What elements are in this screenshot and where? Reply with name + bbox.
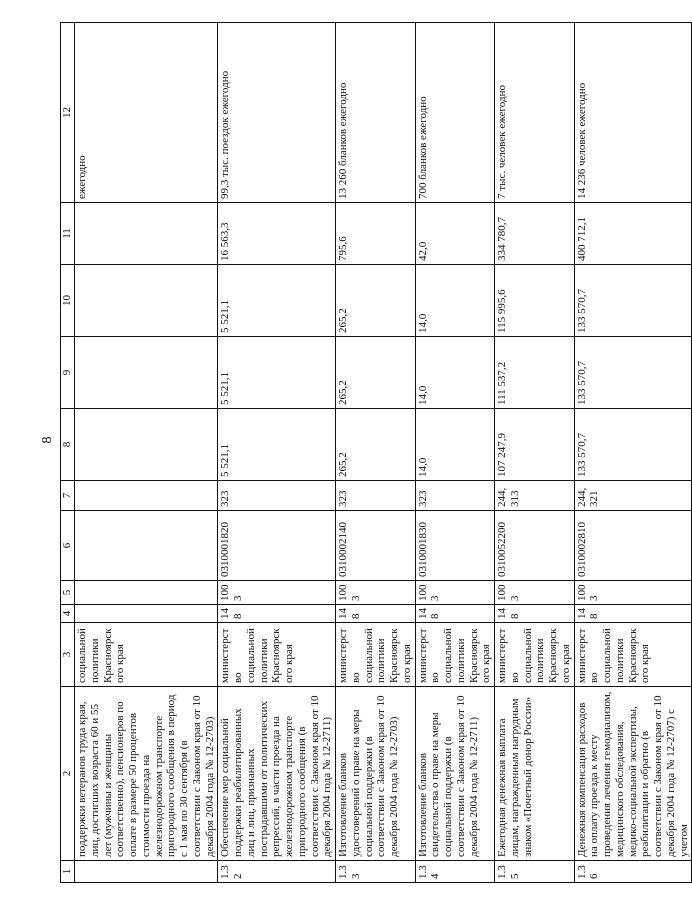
expense-code: 244, 313 [495, 481, 575, 511]
page-number: 8 [40, 436, 55, 444]
row-number: 1.32 [218, 861, 336, 883]
column-header: 8 [61, 409, 75, 481]
expected-result: 13 260 бланков ежегодно [336, 23, 416, 203]
year1-amount: 265,2 [336, 409, 416, 481]
year2-amount: 5 521,1 [218, 337, 336, 409]
expected-result: 99,3 тыс. поездок ежегодно [218, 23, 336, 203]
year2-amount: 265,2 [336, 337, 416, 409]
header-row [61, 23, 75, 883]
table-row [75, 23, 218, 883]
section-code: 1003 [218, 581, 336, 605]
measure-name: поддержки ветеранов труда края, лиц, достигших возраста 60 и 55 лет (мужчины и женщины соответственно), пенсионеров по оплате в размере 50 процентов стоимости проезда на железнодорожном транспорте пригородного сообщения в период с 1 мая по 30 сентября (в соответствии с Законом края от 10 декабря 2004 года № 12-2703) [75, 687, 218, 861]
column-header: 1 [61, 861, 75, 883]
section-code: 1003 [336, 581, 416, 605]
column-header: 5 [61, 581, 75, 605]
year3-amount: 265,2 [336, 265, 416, 337]
target-code: 0310001820 [218, 511, 336, 581]
year1-amount [75, 409, 218, 481]
responsible-body: министерство социальной политики Красноярского края [218, 623, 336, 687]
row-number [75, 861, 218, 883]
section-code: 1003 [574, 581, 692, 605]
column-header: 6 [61, 511, 75, 581]
expense-code: 323 [218, 481, 336, 511]
column-header: 4 [61, 605, 75, 623]
responsible-body: социальной политики Красноярского края [75, 623, 218, 687]
year2-amount: 14,0 [415, 337, 495, 409]
table-row [574, 23, 692, 883]
measure-name: Изготовление бланков удостоверений о праве на меры социальной поддержки (в соответствии с Законом края от 10 декабря 2004 года № 12-2703) [336, 687, 416, 861]
expected-result: 14 236 человек ежегодно [574, 23, 692, 203]
expected-result: ежегодно [75, 23, 218, 203]
responsible-body: министерство социальной политики Красноярского края [495, 623, 575, 687]
rotated-table-container [60, 43, 690, 883]
measure-name: Денежная компенсация расходов на оплату проезда к месту проведения лечения гемодиализом, медицинского обследования, медико-социальной экспертизы, реабилитации и обратно (в соответствии с Законом края от 10 декабря 2004 года № 12-2707) с учетом [574, 687, 692, 861]
row-number: 1.36 [574, 861, 692, 883]
column-header: 3 [61, 623, 75, 687]
measure-name: Ежегодная денежная выплата лицам, награжденным нагрудным знаком «Почетный донор России» [495, 687, 575, 861]
year2-amount: 111 537,2 [495, 337, 575, 409]
expected-result: 7 тыс. человек ежегодно [495, 23, 575, 203]
expense-code [75, 481, 218, 511]
table-row [336, 23, 416, 883]
row-number: 1.34 [415, 861, 495, 883]
column-header: 10 [61, 265, 75, 337]
year2-amount: 133 570,7 [574, 337, 692, 409]
gl-code: 148 [336, 605, 416, 623]
total-amount: 16 563,3 [218, 203, 336, 265]
column-header: 12 [61, 23, 75, 203]
target-code: 0310052200 [495, 511, 575, 581]
column-header: 9 [61, 337, 75, 409]
expense-code: 244, 321 [574, 481, 692, 511]
gl-code: 148 [218, 605, 336, 623]
target-code: 0310002810 [574, 511, 692, 581]
target-code [75, 511, 218, 581]
column-header: 11 [61, 203, 75, 265]
year3-amount: 14,0 [415, 265, 495, 337]
responsible-body: министерство социальной политики Красноярского края [574, 623, 692, 687]
section-code: 1003 [495, 581, 575, 605]
total-amount: 334 780,7 [495, 203, 575, 265]
gl-code: 148 [495, 605, 575, 623]
gl-code: 148 [574, 605, 692, 623]
total-amount [75, 203, 218, 265]
row-number: 1.35 [495, 861, 575, 883]
year3-amount: 133 570,7 [574, 265, 692, 337]
section-code: 1003 [415, 581, 495, 605]
section-code [75, 581, 218, 605]
year1-amount: 133 570,7 [574, 409, 692, 481]
expense-code: 323 [336, 481, 416, 511]
gl-code [75, 605, 218, 623]
budget-table [60, 22, 692, 883]
year1-amount: 5 521,1 [218, 409, 336, 481]
expense-code: 323 [415, 481, 495, 511]
table-row [415, 23, 495, 883]
gl-code: 148 [415, 605, 495, 623]
year1-amount: 14,0 [415, 409, 495, 481]
expected-result: 700 бланков ежегодно [415, 23, 495, 203]
measure-name: Обеспечение мер социальной поддержки реабилитированных лиц и лиц, признанных пострадавшими от политических репрессий, в части проезда на железнодорожном транспорте пригородного сообщения (в соответствии с Законом края от 10 декабря 2004 года № 12-2711) [218, 687, 336, 861]
responsible-body: министерство социальной политики Красноярского края [336, 623, 416, 687]
total-amount: 42,0 [415, 203, 495, 265]
column-header: 7 [61, 481, 75, 511]
table-row [495, 23, 575, 883]
row-number: 1.33 [336, 861, 416, 883]
year2-amount [75, 337, 218, 409]
target-code: 0310001830 [415, 511, 495, 581]
year1-amount: 107 247,9 [495, 409, 575, 481]
target-code: 0310002140 [336, 511, 416, 581]
responsible-body: министерство социальной политики Красноярского края [415, 623, 495, 687]
year3-amount [75, 265, 218, 337]
table-row [218, 23, 336, 883]
total-amount: 400 712,1 [574, 203, 692, 265]
year3-amount: 115 995,6 [495, 265, 575, 337]
year3-amount: 5 521,1 [218, 265, 336, 337]
total-amount: 795,6 [336, 203, 416, 265]
column-header: 2 [61, 687, 75, 861]
measure-name: Изготовление бланков свидетельства о праве на меры социальной поддержки (в соответствии с Законом края от 10 декабря 2004 года № 12-2711) [415, 687, 495, 861]
